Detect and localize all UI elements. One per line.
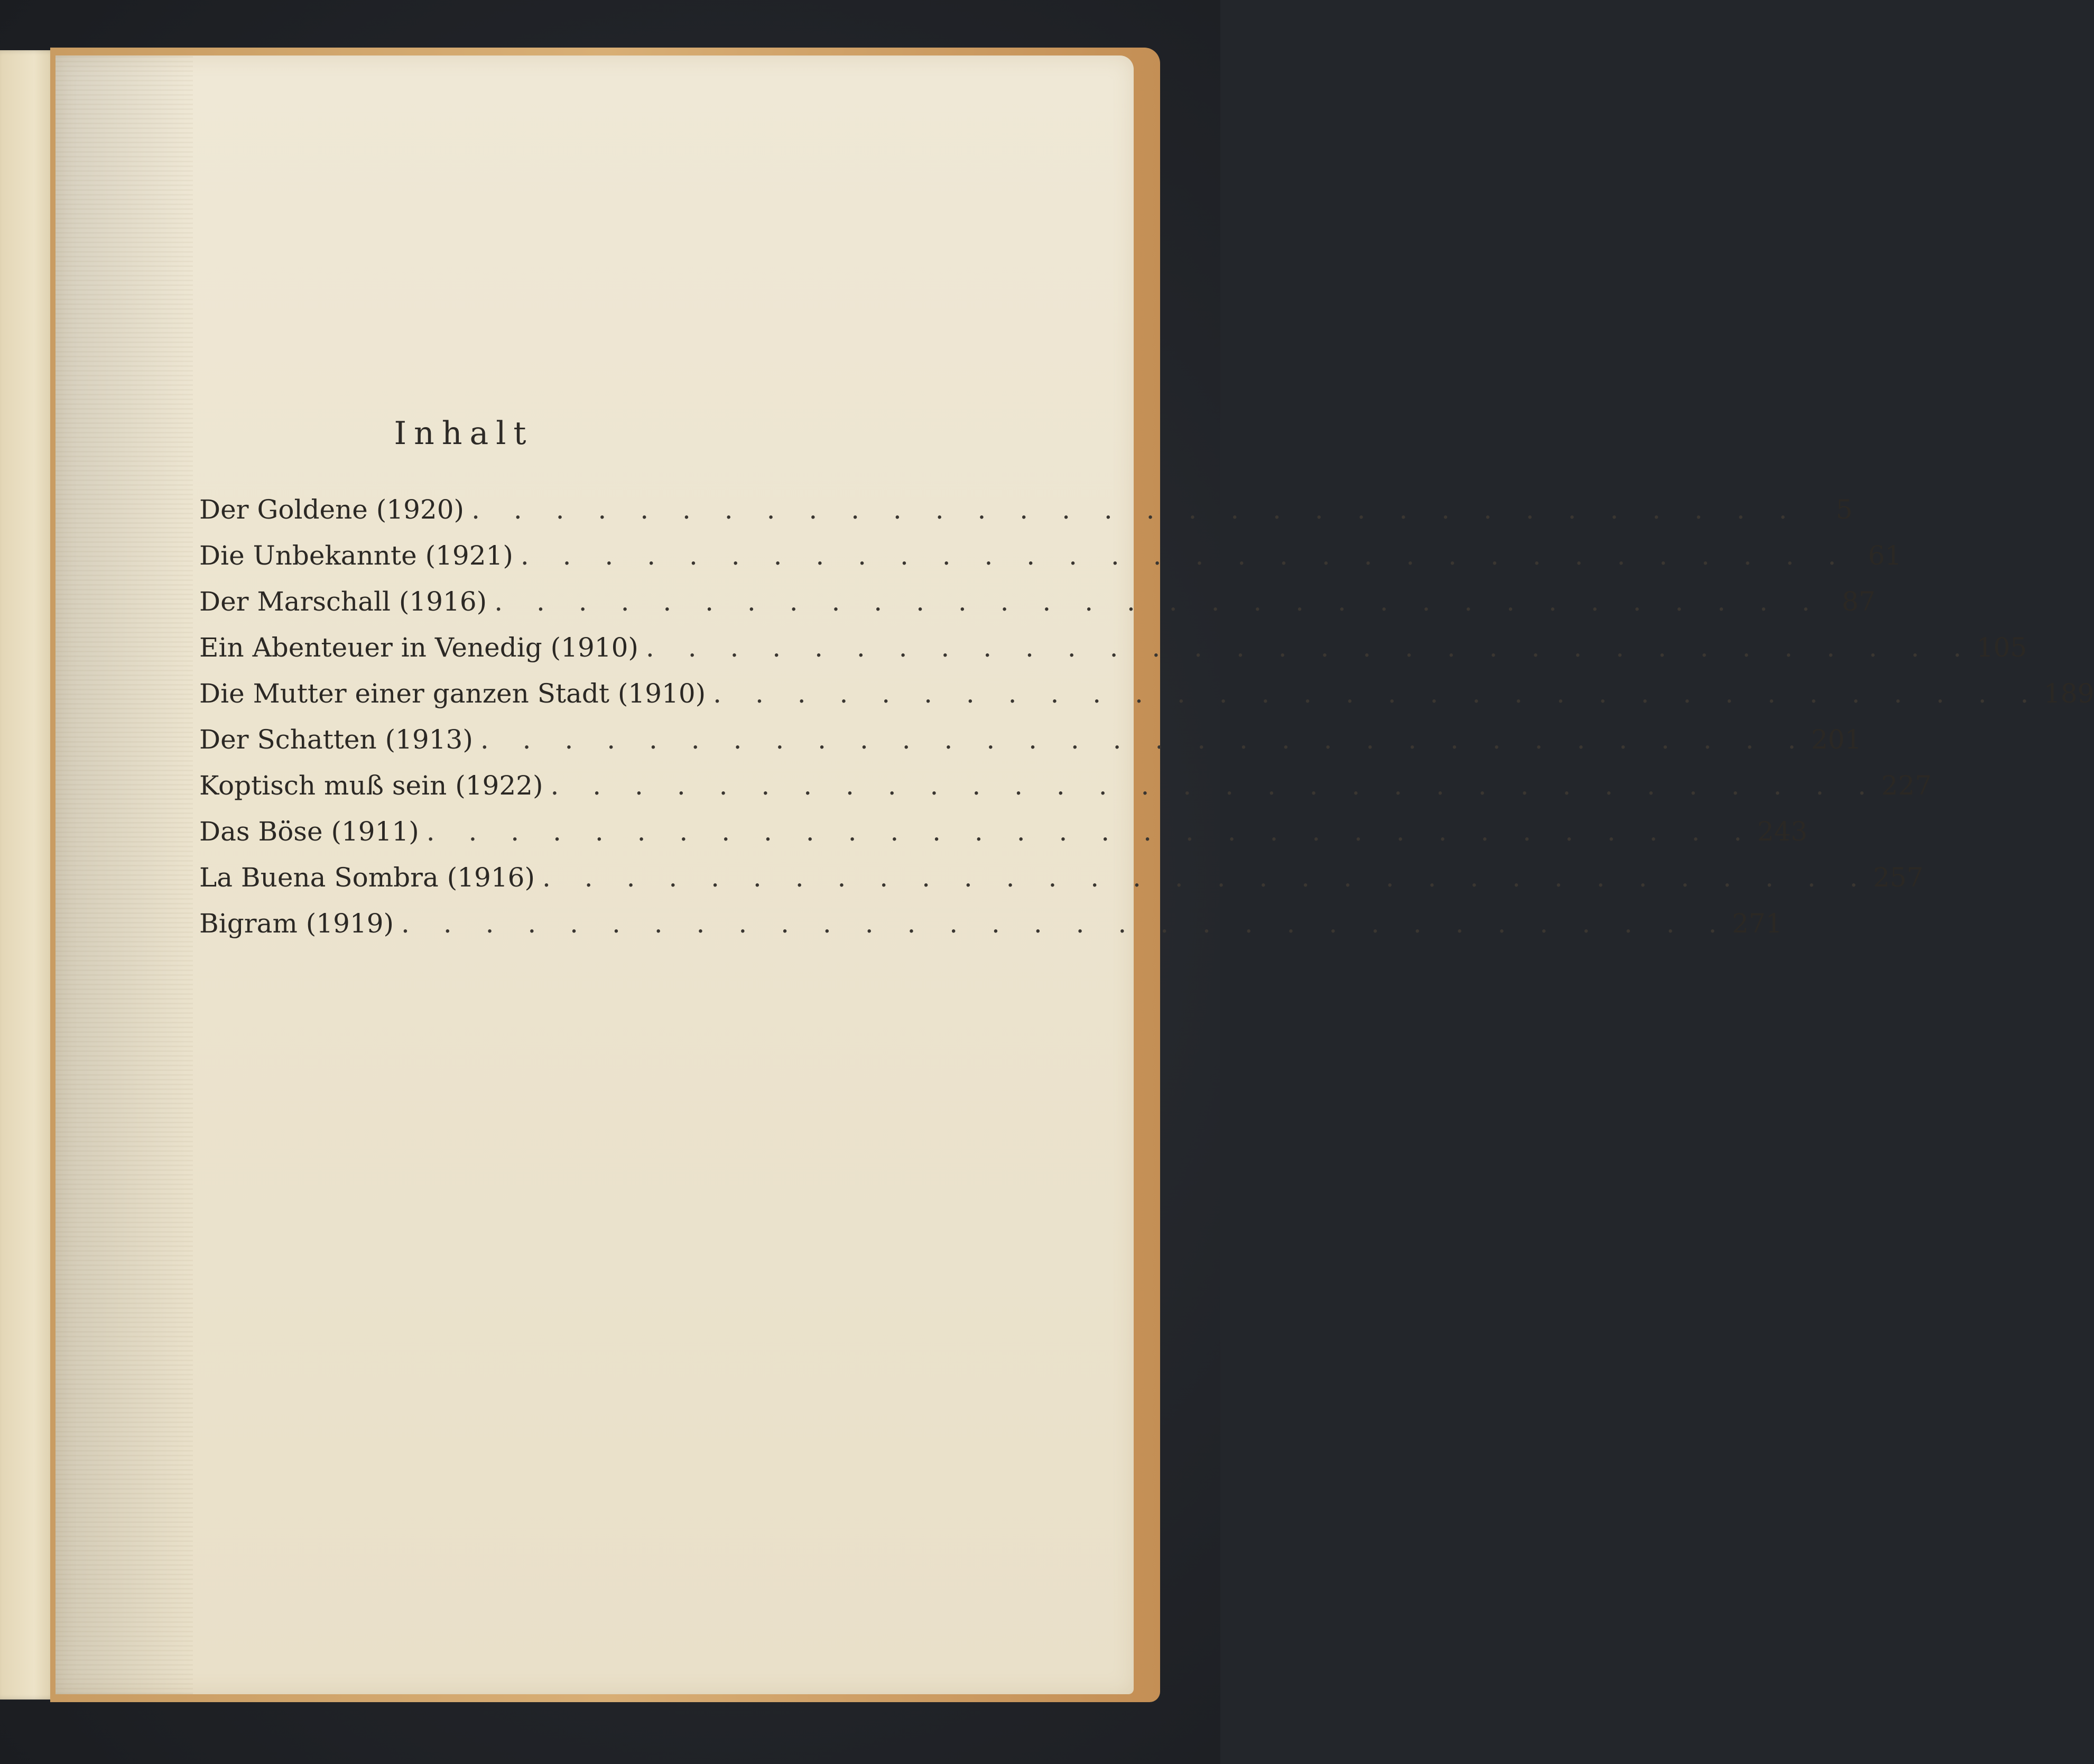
toc-leader-dots: . . . . . . . . . . . . . . . . . . . . . . . . . . . . . . . . [520, 540, 1849, 571]
toc-entry-title: Das Böse (1911) [199, 816, 419, 847]
toc-entry [199, 494, 1853, 540]
toc-entry-page: 227 [1881, 770, 1932, 801]
toc-leader-dots: . . . . . . . . . . . . . . . . . . . . . . . . . . . . . . . . [426, 816, 1755, 847]
toc-entry [199, 724, 1862, 770]
page-gutter [55, 56, 193, 1694]
toc-title: Inhalt [394, 415, 534, 452]
toc-leader-dots: . . . . . . . . . . . . . . . . . . . . . . . . . . . . . . . . [713, 678, 2042, 709]
toc-entry-title: Die Mutter einer ganzen Stadt (1910) [199, 678, 706, 709]
toc-entry-page: 257 [1873, 862, 1924, 893]
toc-leader-dots: . . . . . . . . . . . . . . . . . . . . . . . . . . . . . . . . [471, 494, 1800, 525]
toc-entry [199, 678, 2094, 724]
toc-entry-title: La Buena Sombra (1916) [199, 862, 535, 893]
toc-entry-page: 5 [1836, 494, 1853, 525]
toc-entry-page: 189 [2044, 678, 2094, 709]
toc-entry-page: 201 [1811, 724, 1862, 755]
toc-entry [199, 586, 1876, 632]
toc-entry [199, 770, 1932, 816]
toc-entry-page: 271 [1731, 908, 1783, 939]
toc-entry-title: Die Unbekannte (1921) [199, 540, 513, 571]
toc-leader-dots: . . . . . . . . . . . . . . . . . . . . . . . . . . . . . . . . [401, 908, 1730, 939]
toc-entry-title: Der Schatten (1913) [199, 724, 473, 755]
previous-page-edge [0, 50, 57, 1700]
toc-entry-page: 243 [1757, 816, 1808, 847]
toc-entry-title: Bigram (1919) [199, 908, 394, 939]
toc-entry-page: 61 [1868, 540, 1902, 571]
toc-entry [199, 816, 1808, 862]
toc-entry [199, 908, 1783, 954]
toc-entry-page: 87 [1841, 586, 1876, 617]
toc-entry [199, 632, 2027, 678]
toc-leader-dots: . . . . . . . . . . . . . . . . . . . . . . . . . . . . . . . . [645, 632, 1975, 663]
toc-entry-title: Ein Abenteuer in Venedig (1910) [199, 632, 638, 663]
toc-entry [199, 540, 1902, 586]
toc-leader-dots: . . . . . . . . . . . . . . . . . . . . . . . . . . . . . . . . [494, 586, 1823, 617]
toc-entry-title: Der Goldene (1920) [199, 494, 465, 525]
toc-entry-page: 105 [1976, 632, 2027, 663]
toc-entry-title: Der Marschall (1916) [199, 586, 487, 617]
toc-leader-dots: . . . . . . . . . . . . . . . . . . . . . . . . . . . . . . . . [550, 770, 1879, 801]
toc-leader-dots: . . . . . . . . . . . . . . . . . . . . . . . . . . . . . . . . [542, 862, 1871, 893]
toc-entry-title: Koptisch muß sein (1922) [199, 770, 543, 801]
toc-leader-dots: . . . . . . . . . . . . . . . . . . . . . . . . . . . . . . . . [480, 724, 1809, 755]
table-of-contents [199, 494, 2094, 954]
toc-entry [199, 862, 1924, 908]
book-page [55, 56, 2094, 1694]
